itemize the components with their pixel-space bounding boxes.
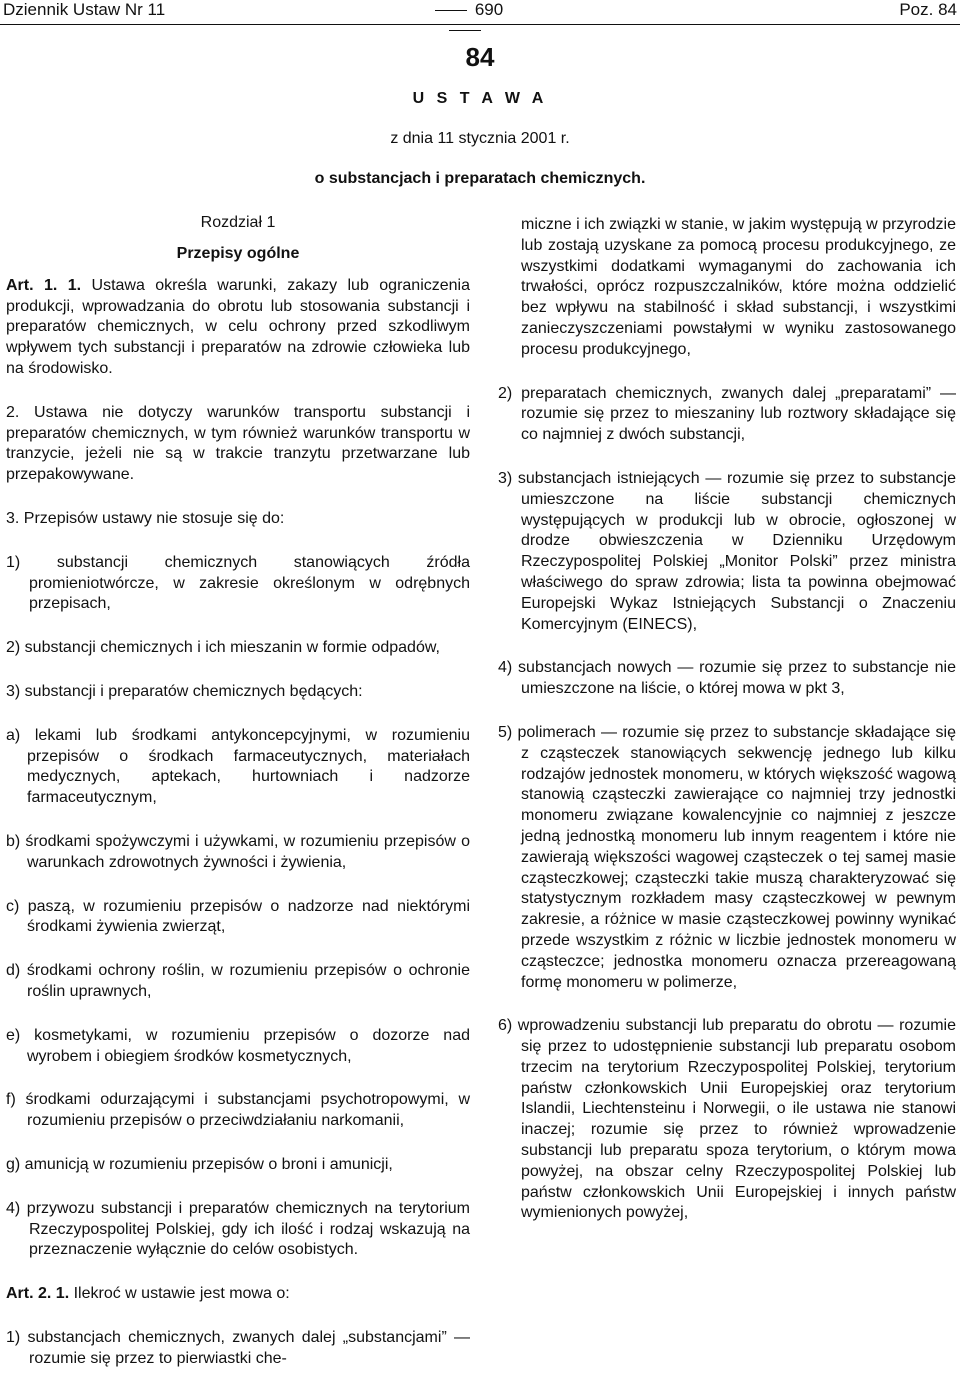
journal-name: Dziennik Ustaw Nr 11 xyxy=(3,0,166,19)
definition-item: 4) substancjach nowych — rozumie się przez to substancje nie umieszczone na liście, o której mowa w pkt 3, xyxy=(498,659,956,698)
header-rule xyxy=(0,24,960,25)
exclusion-item: 4) przywozu substancji i preparatów chemicznych na terytorium Rzeczypospolitej Polskiej, gdy ich ilość i rodzaj wskazują na przeznaczenie wyłącznie do celów osobistych. xyxy=(6,1199,470,1259)
position-number: Poz. 84 xyxy=(899,0,957,19)
definition-item: 6) wprowadzeniu substancji lub preparatu do obrotu — rozumie się przez to udostępnienie substancji lub preparatu osobom trzecim na terytorium Rzeczypospolitej Polskiej, terytorium państw członkowskich Unii Europejskiej oraz terytorium Islandii, Liechtensteinu i Norwegii, o ile ustawa nie stanowi inaczej; rozumie się przez to również wprowadzenie substancji lub preparatu spoza terytorium, o którym mowa powyżej, na obszar celny Rzeczypospolitej Polskiej lub państw członkowskich Unii Europejskiej i innych państw wymienionych powyżej, xyxy=(498,1017,956,1222)
exclusion-subitem: d) środkami ochrony roślin, w rozumieniu przepisów o ochronie roślin uprawnych, xyxy=(6,962,470,1000)
chapter-heading: Rozdział 1 xyxy=(200,214,276,231)
exclusion-item: 1) substancji chemicznych stanowiących źródła promieniotwórcze, w zakresie określonym w odrębnych przepisach, xyxy=(6,553,470,613)
exclusion-subitem: c) paszą, w rozumieniu przepisów o nadzorze nad niektórymi środkami żywienia zwierząt, xyxy=(6,897,470,936)
definition-continuation: miczne i ich związki w stanie, w jakim występują w przyrodzie lub zostają uzyskane za pomocą procesu produkcyjnego, ze wszystkimi dodatkami wymaganymi do zachowania ich trwałości, oprócz rozpuszczalników, które można oddzielić bez wpływu na stabilność i skład substancji, i wszystkimi zanieczyszczeniami powstałymi w wyniku zastosowanego procesu produkcyjnego, xyxy=(521,216,956,358)
article-1-paragraph-1: Art. 1. 1. Ustawa określa warunki, zakazy lub ograniczenia produkcji, wprowadzania do obrotu lub stosowania substancji i preparatów chemicznych, w celu ochrony przed szkodliwym wpływem tych substancji i preparatów na zdrowie człowieka lub na środowisko. xyxy=(6,276,470,377)
exclusion-subitem: b) środkami spożywczymi i używkami, w rozumieniu przepisów o warunkach zdrowotnych żywności i żywienia, xyxy=(6,832,470,871)
right-column xyxy=(498,215,956,1235)
act-title: U S T A W A xyxy=(412,90,548,107)
exclusion-item: 3) substancji i preparatów chemicznych będących: xyxy=(6,682,363,700)
article-2-intro: Art. 2. 1. Ilekroć w ustawie jest mowa o: xyxy=(6,1285,290,1303)
exclusion-item: 2) substancji chemicznych i ich mieszanin w formie odpadów, xyxy=(6,639,440,657)
act-number: 84 xyxy=(465,42,495,72)
definition-item: 1) substancjach chemicznych, zwanych dalej „substancjami” — rozumie się przez to pierwiastki che- xyxy=(6,1328,470,1367)
definition-item: 3) substancjach istniejących — rozumie się przez to substancje umieszczone na liście substancji chemicznych występujących w produkcji lub w obrocie, ogłoszonej w drodze obwieszczenia w Dzienniku Urzędowym Rzeczypospolitej Polskiej „Monitor Polski” przez ministra właściwego do spraw zdrowia; lista ta powinna obejmować Europejski Wykaz Istniejących Substancji o Znaczeniu Komercyjnym (EINECS), xyxy=(498,469,956,633)
act-subject: o substancjach i preparatach chemicznych. xyxy=(314,170,646,187)
act-date: z dnia 11 stycznia 2001 r. xyxy=(390,130,570,147)
exclusion-subitem: e) kosmetykami, w rozumieniu przepisów o dozorze nad wyrobem i obiegiem środków kosmetycznych, xyxy=(6,1026,470,1065)
article-2-label: Art. 2. 1. xyxy=(6,1285,70,1303)
chapter-title: Przepisy ogólne xyxy=(176,245,300,262)
exclusion-subitem: a) lekami lub środkami antykoncepcyjnymi, w rozumieniu przepisów o środkach farmaceutycznych, materiałach medycznych, aptekach, hurtowniach i nadzorze farmaceutycznym, xyxy=(6,726,470,807)
exclusion-subitem: f) środkami odurzającymi i substancjami psychotropowymi, w rozumieniu przepisów o przeciwdziałaniu narkomanii, xyxy=(6,1091,470,1130)
exclusion-subitem: g) amunicją w rozumieniu przepisów o broni i amunicji, xyxy=(6,1155,393,1173)
article-1-label: Art. 1. 1. xyxy=(6,276,82,294)
article-1-paragraph-2: 2. Ustawa nie dotyczy warunków transportu substancji i preparatów chemicznych, w tym również warunków transportu w tranzycie, jeżeli nie są w trakcie tranzytu przetwarzane lub przepakowywane. xyxy=(6,403,470,484)
article-1-paragraph-3: 3. Przepisów ustawy nie stosuje się do: xyxy=(6,509,285,527)
page-header xyxy=(0,0,960,22)
page-number: 690 xyxy=(405,0,525,40)
definition-item: 2) preparatach chemicznych, zwanych dalej „preparatami” — rozumie się przez to mieszaniny lub roztwory składające się co najmniej z dwóch substancji, xyxy=(498,384,956,444)
left-column xyxy=(6,213,470,1380)
definition-item: 5) polimerach — rozumie się przez to substancje składające się z cząsteczek stanowiących sekwencję jednego lub kilku rodzajów jednostek monomeru, w których większość wagową stanowią cząsteczki zawierające co najmniej trzy jednostki monomeru związane kowalencyjnie co najmniej z jeszcze jedną jednostką monomeru lub innym reagentem i które nie zawierają większości wagowej cząsteczek o tej samej masie cząsteczkowej; cząsteczki takie muszą charakteryzować się statystycznym rozkładem masy cząsteczkowej w pewnym zakresie, a różnice w masie cząsteczkowej powinny wynikać przede wszystkim z różnic w liczbie jednostek monomeru w cząsteczce; jednostka monomeru oznacza przereagowaną formę monomeru w polimerze, xyxy=(498,723,956,991)
